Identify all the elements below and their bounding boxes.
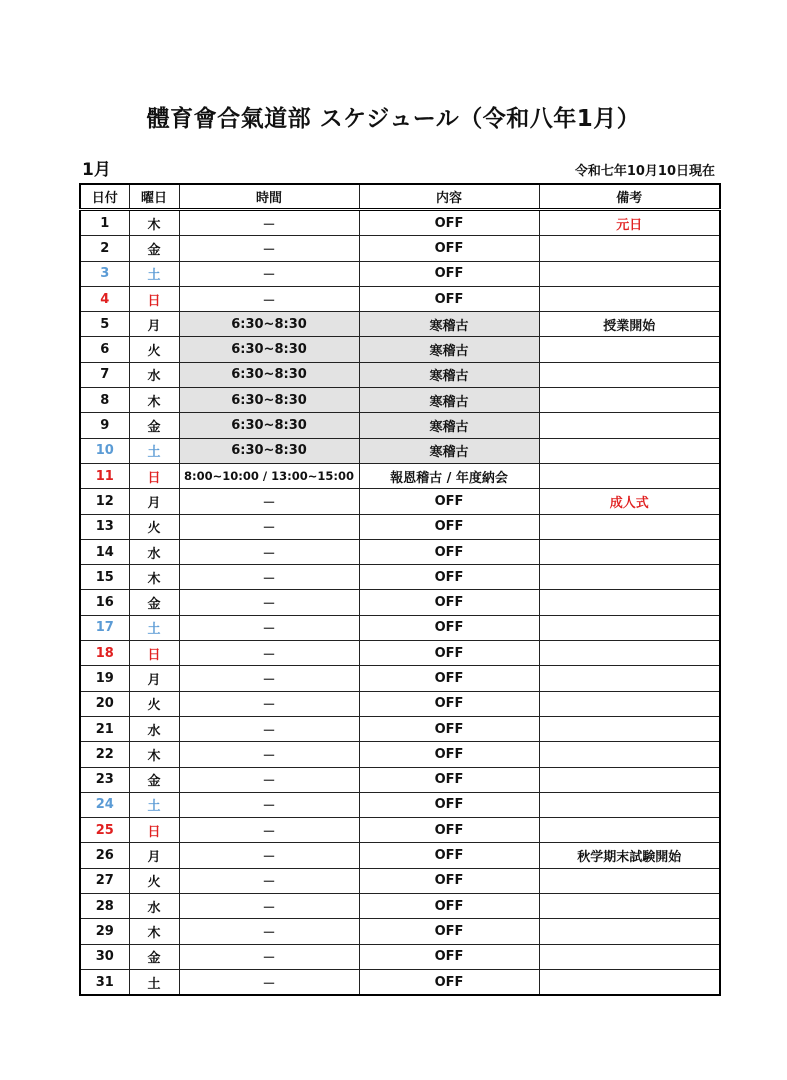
note-cell [539,894,720,919]
table-row [80,944,720,969]
note-cell [539,286,720,311]
table-row [80,868,720,893]
date-cell: 1 [80,210,129,236]
note-cell [539,388,720,413]
note-cell [539,615,720,640]
date-cell: 29 [80,919,129,944]
content-cell: OFF [359,792,539,817]
time-cell: － [179,590,359,615]
time-cell: 6:30~8:30 [179,312,359,337]
content-cell: 寒稽古 [359,413,539,438]
content-cell: OFF [359,767,539,792]
date-cell: 2 [80,236,129,261]
table-row [80,438,720,463]
note-cell: 秋学期末試験開始 [539,843,720,868]
time-cell: 6:30~8:30 [179,438,359,463]
day-of-week-cell: 火 [129,337,179,362]
day-of-week-cell: 水 [129,894,179,919]
note-cell [539,261,720,286]
page-title: 體育會合氣道部 スケジュール（令和八年1月） [146,106,641,132]
date-cell: 6 [80,337,129,362]
table-row [80,312,720,337]
date-cell: 17 [80,615,129,640]
table-row [80,742,720,767]
day-of-week-cell: 火 [129,514,179,539]
date-cell: 12 [80,489,129,514]
day-of-week-cell: 火 [129,691,179,716]
content-cell: 寒稽古 [359,337,539,362]
day-of-week-cell: 月 [129,312,179,337]
date-cell: 26 [80,843,129,868]
table-row [80,666,720,691]
content-cell: 報恩稽古 / 年度納会 [359,463,539,488]
note-cell [539,565,720,590]
table-row [80,286,720,311]
day-of-week-cell: 月 [129,489,179,514]
note-cell [539,337,720,362]
content-cell: 寒稽古 [359,362,539,387]
date-cell: 25 [80,818,129,843]
table-header-row [80,184,720,210]
date-cell: 23 [80,767,129,792]
table-row [80,210,720,236]
content-cell: OFF [359,666,539,691]
note-cell [539,919,720,944]
content-cell: OFF [359,969,539,995]
day-of-week-cell: 土 [129,792,179,817]
day-of-week-cell: 土 [129,969,179,995]
day-of-week-cell: 金 [129,590,179,615]
table-row [80,388,720,413]
note-cell [539,666,720,691]
note-cell [539,438,720,463]
day-of-week-cell: 木 [129,210,179,236]
table-row [80,716,720,741]
time-cell: － [179,539,359,564]
time-cell: － [179,641,359,666]
content-cell: OFF [359,641,539,666]
day-of-week-cell: 日 [129,286,179,311]
content-cell: OFF [359,236,539,261]
content-cell: OFF [359,210,539,236]
table-row [80,919,720,944]
note-cell [539,969,720,995]
content-cell: 寒稽古 [359,312,539,337]
content-cell: OFF [359,615,539,640]
time-cell: － [179,767,359,792]
day-of-week-cell: 金 [129,767,179,792]
date-cell: 28 [80,894,129,919]
time-cell: － [179,691,359,716]
time-cell: － [179,236,359,261]
table-row [80,463,720,488]
content-cell: OFF [359,894,539,919]
time-cell: 6:30~8:30 [179,337,359,362]
time-cell: － [179,969,359,995]
table-row [80,489,720,514]
day-of-week-cell: 土 [129,438,179,463]
note-cell [539,463,720,488]
day-of-week-cell: 木 [129,565,179,590]
content-cell: OFF [359,539,539,564]
time-cell: 6:30~8:30 [179,388,359,413]
day-of-week-cell: 月 [129,666,179,691]
content-cell: OFF [359,868,539,893]
table-row [80,641,720,666]
time-cell: － [179,514,359,539]
day-of-week-cell: 日 [129,463,179,488]
content-cell: OFF [359,286,539,311]
day-of-week-cell: 土 [129,261,179,286]
month-label: 1月 [82,160,111,180]
table-row [80,818,720,843]
note-cell [539,944,720,969]
table-row [80,767,720,792]
date-cell: 15 [80,565,129,590]
note-cell [539,514,720,539]
note-cell [539,767,720,792]
date-cell: 8 [80,388,129,413]
table-row [80,590,720,615]
date-cell: 5 [80,312,129,337]
date-cell: 27 [80,868,129,893]
content-cell: OFF [359,565,539,590]
time-cell: － [179,919,359,944]
time-cell: － [179,489,359,514]
day-of-week-cell: 月 [129,843,179,868]
date-cell: 24 [80,792,129,817]
day-of-week-cell: 土 [129,615,179,640]
day-of-week-cell: 金 [129,236,179,261]
header-content: 内容 [359,184,539,210]
content-cell: 寒稽古 [359,438,539,463]
content-cell: OFF [359,489,539,514]
note-cell: 授業開始 [539,312,720,337]
note-cell [539,590,720,615]
note-cell [539,539,720,564]
table-row [80,843,720,868]
table-row [80,337,720,362]
day-of-week-cell: 日 [129,641,179,666]
table-row [80,236,720,261]
note-cell: 元日 [539,210,720,236]
date-cell: 14 [80,539,129,564]
date-cell: 10 [80,438,129,463]
table-row [80,514,720,539]
as-of-date: 令和七年10月10日現在 [574,164,715,179]
date-cell: 4 [80,286,129,311]
date-cell: 16 [80,590,129,615]
content-cell: OFF [359,944,539,969]
table-row [80,565,720,590]
time-cell: － [179,843,359,868]
table-row [80,691,720,716]
day-of-week-cell: 金 [129,413,179,438]
time-cell: － [179,868,359,893]
note-cell [539,641,720,666]
day-of-week-cell: 日 [129,818,179,843]
day-of-week-cell: 金 [129,944,179,969]
time-cell: － [179,742,359,767]
content-cell: OFF [359,261,539,286]
note-cell [539,236,720,261]
table-row [80,894,720,919]
date-cell: 19 [80,666,129,691]
content-cell: OFF [359,843,539,868]
date-cell: 22 [80,742,129,767]
table-row [80,539,720,564]
date-cell: 31 [80,969,129,995]
content-cell: OFF [359,691,539,716]
time-cell: － [179,615,359,640]
table-row [80,792,720,817]
content-cell: OFF [359,742,539,767]
time-cell: 6:30~8:30 [179,413,359,438]
note-cell: 成人式 [539,489,720,514]
time-cell: － [179,792,359,817]
content-cell: 寒稽古 [359,388,539,413]
time-cell: － [179,210,359,236]
content-cell: OFF [359,919,539,944]
table-row [80,261,720,286]
day-of-week-cell: 木 [129,388,179,413]
note-cell [539,818,720,843]
header-time: 時間 [179,184,359,210]
date-cell: 11 [80,463,129,488]
date-cell: 18 [80,641,129,666]
schedule-table [79,183,721,996]
header-notes: 備考 [539,184,720,210]
date-cell: 9 [80,413,129,438]
time-cell: 6:30~8:30 [179,362,359,387]
header-date: 日付 [80,184,129,210]
day-of-week-cell: 水 [129,539,179,564]
date-cell: 30 [80,944,129,969]
note-cell [539,868,720,893]
time-cell: － [179,565,359,590]
time-cell: － [179,716,359,741]
note-cell [539,362,720,387]
time-cell: － [179,894,359,919]
content-cell: OFF [359,514,539,539]
date-cell: 20 [80,691,129,716]
time-cell: － [179,818,359,843]
day-of-week-cell: 木 [129,742,179,767]
table-row [80,615,720,640]
content-cell: OFF [359,716,539,741]
time-cell: － [179,286,359,311]
day-of-week-cell: 火 [129,868,179,893]
table-row [80,413,720,438]
time-cell: 8:00~10:00 / 13:00~15:00 [179,463,359,488]
table-row [80,362,720,387]
note-cell [539,792,720,817]
date-cell: 7 [80,362,129,387]
date-cell: 13 [80,514,129,539]
time-cell: － [179,944,359,969]
day-of-week-cell: 水 [129,362,179,387]
time-cell: － [179,666,359,691]
header-day-of-week: 曜日 [129,184,179,210]
date-cell: 21 [80,716,129,741]
note-cell [539,716,720,741]
time-cell: － [179,261,359,286]
day-of-week-cell: 木 [129,919,179,944]
day-of-week-cell: 水 [129,716,179,741]
note-cell [539,742,720,767]
note-cell [539,413,720,438]
content-cell: OFF [359,818,539,843]
content-cell: OFF [359,590,539,615]
date-cell: 3 [80,261,129,286]
table-row [80,969,720,995]
note-cell [539,691,720,716]
